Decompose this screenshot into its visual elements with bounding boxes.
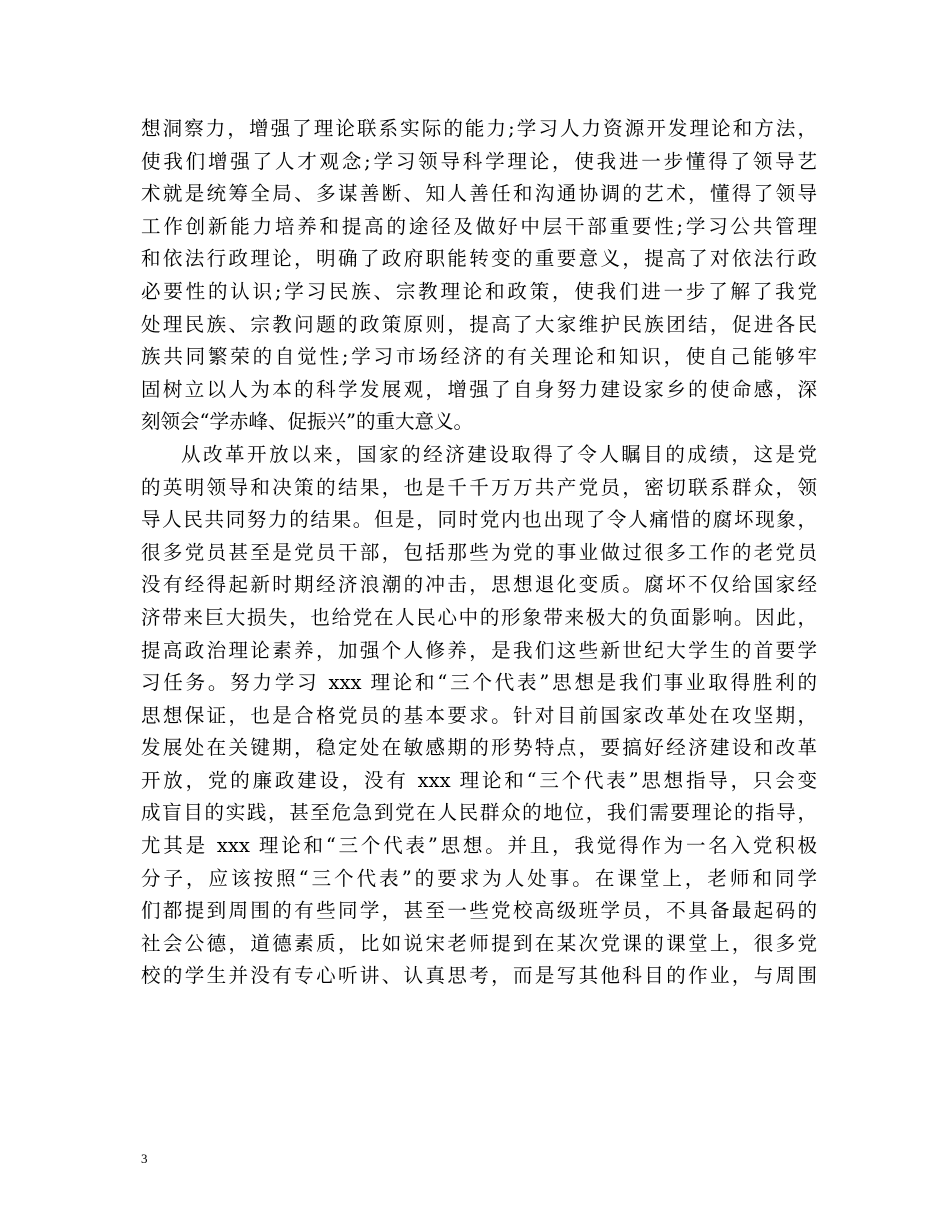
text-line: 必要性的认识;学习民族、宗教理论和政策，使我们进一步了解了我党 — [141, 279, 817, 303]
text-line: 济带来巨大损失，也给党在人民心中的形象带来极大的负面影响。因此， — [141, 605, 817, 629]
text-line: 刻领会“学赤峰、促振兴”的重大意义。 — [141, 410, 473, 434]
text-line: 工作创新能力培养和提高的途径及做好中层干部重要性;学习公共管理 — [141, 214, 817, 238]
text-line: 和依法行政理论，明确了政府职能转变的重要意义，提高了对依法行政 — [141, 247, 817, 271]
text-line: 社会公德，道德素质，比如说宋老师提到在某次党课的课堂上，很多党 — [141, 931, 817, 955]
text-line: 使我们增强了人才观念;学习领导科学理论，使我进一步懂得了领导艺 — [141, 149, 817, 173]
text-line: 开放，党的廉政建设，没有 xxx 理论和“三个代表”思想指导，只会变 — [141, 768, 817, 792]
text-line: 分子，应该按照“三个代表”的要求为人处事。在课堂上，老师和同学 — [141, 866, 817, 890]
text-line: 处理民族、宗教问题的政策原则，提高了大家维护民族团结，促进各民 — [141, 312, 817, 336]
text-line: 发展处在关键期，稳定处在敏感期的形势特点，要搞好经济建设和改革 — [141, 736, 817, 760]
text-line: 固树立以人为本的科学发展观，增强了自身努力建设家乡的使命感，深 — [141, 377, 817, 401]
text-line: 导人民共同努力的结果。但是，同时党内也出现了令人痛惜的腐坏现象， — [141, 508, 817, 532]
text-line: 术就是统筹全局、多谋善断、知人善任和沟通协调的艺术，懂得了领导 — [141, 182, 817, 206]
paragraph-1 — [141, 113, 817, 439]
text-line: 很多党员甚至是党员干部，包括那些为党的事业做过很多工作的老党员 — [141, 540, 817, 564]
text-line: 习任务。努力学习 xxx 理论和“三个代表”思想是我们事业取得胜利的 — [141, 671, 817, 695]
text-line: 校的学生并没有专心听讲、认真思考，而是写其他科目的作业，与周围 — [141, 964, 817, 988]
text-line: 想洞察力，增强了理论联系实际的能力;学习人力资源开发理论和方法， — [141, 117, 817, 140]
paragraph-2 — [141, 439, 817, 993]
text-line: 的英明领导和决策的结果，也是千千万万共产党员，密切联系群众，领 — [141, 475, 817, 499]
page-number: 3 — [141, 1151, 148, 1166]
text-line: 没有经得起新时期经济浪潮的冲击，思想退化变质。腐坏不仅给国家经 — [141, 573, 817, 597]
text-line: 成盲目的实践，甚至危急到党在人民群众的地位，我们需要理论的指导， — [141, 801, 817, 825]
text-line: 提高政治理论素养，加强个人修养，是我们这些新世纪大学生的首要学 — [141, 638, 817, 662]
text-line: 从改革开放以来，国家的经济建设取得了令人瞩目的成绩，这是党 — [181, 442, 817, 466]
text-line: 思想保证，也是合格党员的基本要求。针对目前国家改革处在攻坚期， — [141, 703, 817, 727]
text-line: 们都提到周围的有些同学，甚至一些党校高级班学员，不具备最起码的 — [141, 899, 817, 923]
document-body — [141, 113, 817, 993]
text-line: 族共同繁荣的自觉性;学习市场经济的有关理论和知识，使自己能够牢 — [141, 345, 817, 369]
text-line: 尤其是 xxx 理论和“三个代表”思想。并且，我觉得作为一名入党积极 — [141, 834, 817, 858]
